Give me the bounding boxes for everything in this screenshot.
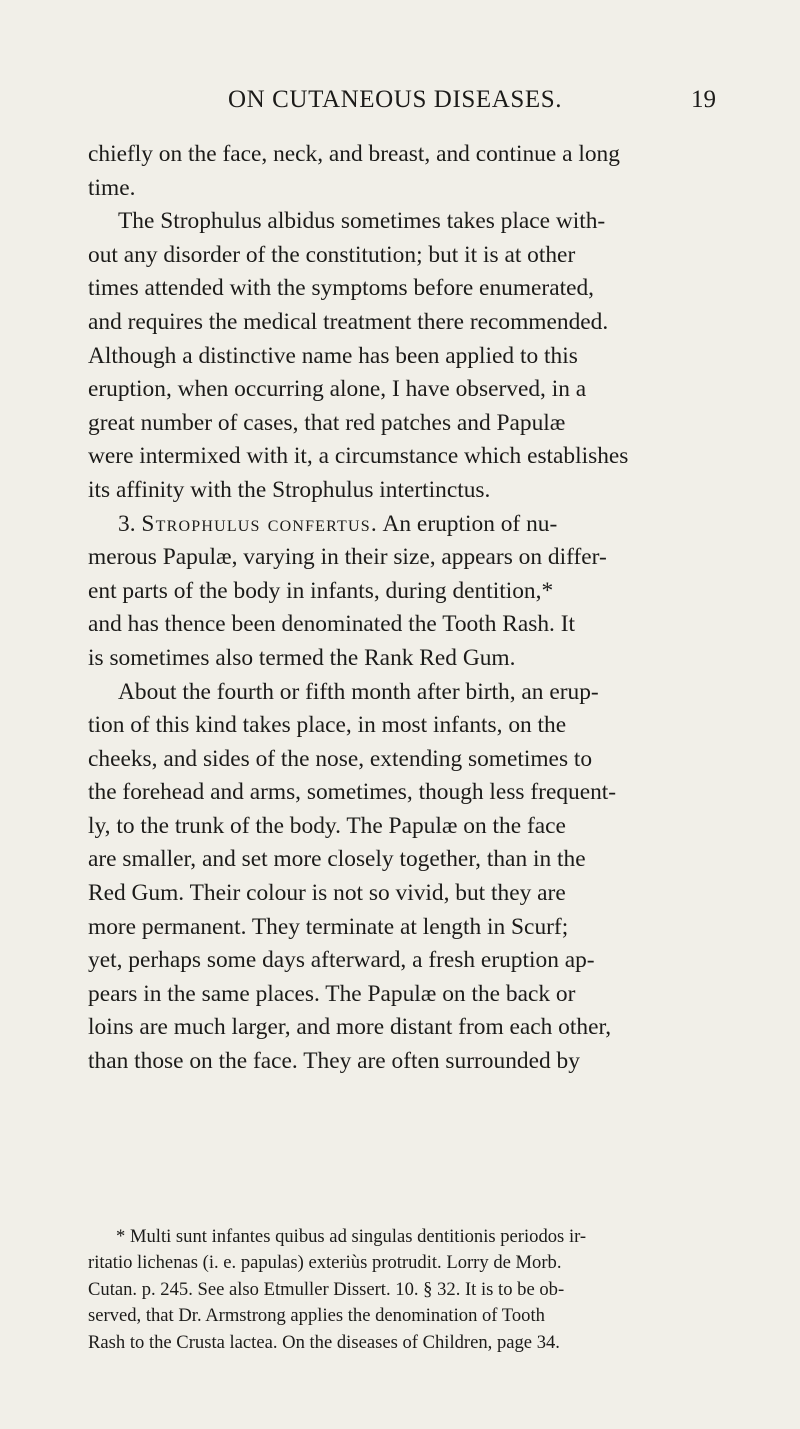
- text-line: eruption, when occurring alone, I have observed, in a: [88, 376, 587, 403]
- text-line: the forehead and arms, sometimes, though less frequent-: [88, 779, 617, 806]
- text-line: tion of this kind takes place, in most infants, on the: [88, 712, 567, 739]
- text-line: merous Papulæ, varying in their size, appears on differ-: [88, 544, 607, 571]
- text-line: and has thence been denominated the Tooth Rash. It: [88, 611, 576, 638]
- text-line: Although a distinctive name has been applied to this: [88, 342, 578, 369]
- text-line: loins are much larger, and more distant from each other,: [88, 1014, 612, 1041]
- section-text: An eruption of nu-: [382, 510, 558, 537]
- body-text: [88, 138, 768, 1079]
- footnote-line: served, that Dr. Armstrong applies the denomination of Tooth: [88, 1305, 545, 1327]
- page-number: 19: [691, 86, 716, 113]
- text-line: its affinity with the Strophulus intertinctus.: [88, 476, 491, 503]
- paragraph-start-line: About the fourth or fifth month after birth, an erup-: [118, 678, 599, 705]
- text-line: chiefly on the face, neck, and breast, and continue a long: [88, 141, 620, 167]
- text-line: and requires the medical treatment there recommended.: [88, 308, 609, 335]
- footnote-line: Cutan. p. 245. See also Etmuller Dissert. 10. § 32. It is to be ob-: [88, 1278, 565, 1300]
- text-line: times attended with the symptoms before enumerated,: [88, 275, 595, 302]
- footnote-line: ritatio lichenas (i. e. papulas) exteriùs protrudit. Lorry de Morb.: [88, 1252, 562, 1274]
- text-line: time.: [88, 174, 136, 201]
- text-line: ly, to the trunk of the body. The Papulæ on the face: [88, 812, 566, 839]
- footnote-line: Rash to the Crusta lactea. On the diseases of Children, page 34.: [88, 1331, 560, 1353]
- running-title: ON CUTANEOUS DISEASES.: [228, 86, 563, 113]
- footnote: [88, 1224, 768, 1356]
- text-line: yet, perhaps some days afterward, a fresh eruption ap-: [88, 947, 595, 974]
- running-head: [0, 86, 800, 126]
- text-line: were intermixed with it, a circumstance which establishes: [88, 443, 629, 470]
- text-line: more permanent. They terminate at length in Scurf;: [88, 913, 569, 940]
- section-heading-line: [88, 508, 768, 542]
- text-line: is sometimes also termed the Rank Red Gum.: [88, 644, 516, 671]
- paragraph-start-line: The Strophulus albidus sometimes takes place with-: [118, 208, 606, 235]
- footnote-line: * Multi sunt infantes quibus ad singulas dentitionis periodos ir-: [116, 1226, 587, 1247]
- text-line: out any disorder of the constitution; but it is at other: [88, 241, 576, 268]
- text-line: great number of cases, that red patches and Papulæ: [88, 409, 566, 436]
- text-line: than those on the face. They are often surrounded by: [88, 1048, 580, 1075]
- text-line: cheeks, and sides of the nose, extending sometimes to: [88, 745, 593, 772]
- text-line: ent parts of the body in infants, during dentition,*: [88, 577, 554, 604]
- text-line: Red Gum. Their colour is not so vivid, but they are: [88, 880, 566, 907]
- text-line: are smaller, and set more closely together, than in the: [88, 846, 586, 873]
- section-number: 3.: [118, 510, 136, 537]
- section-heading: Strophulus confertus.: [141, 510, 378, 537]
- text-line: pears in the same places. The Papulæ on the back or: [88, 980, 576, 1007]
